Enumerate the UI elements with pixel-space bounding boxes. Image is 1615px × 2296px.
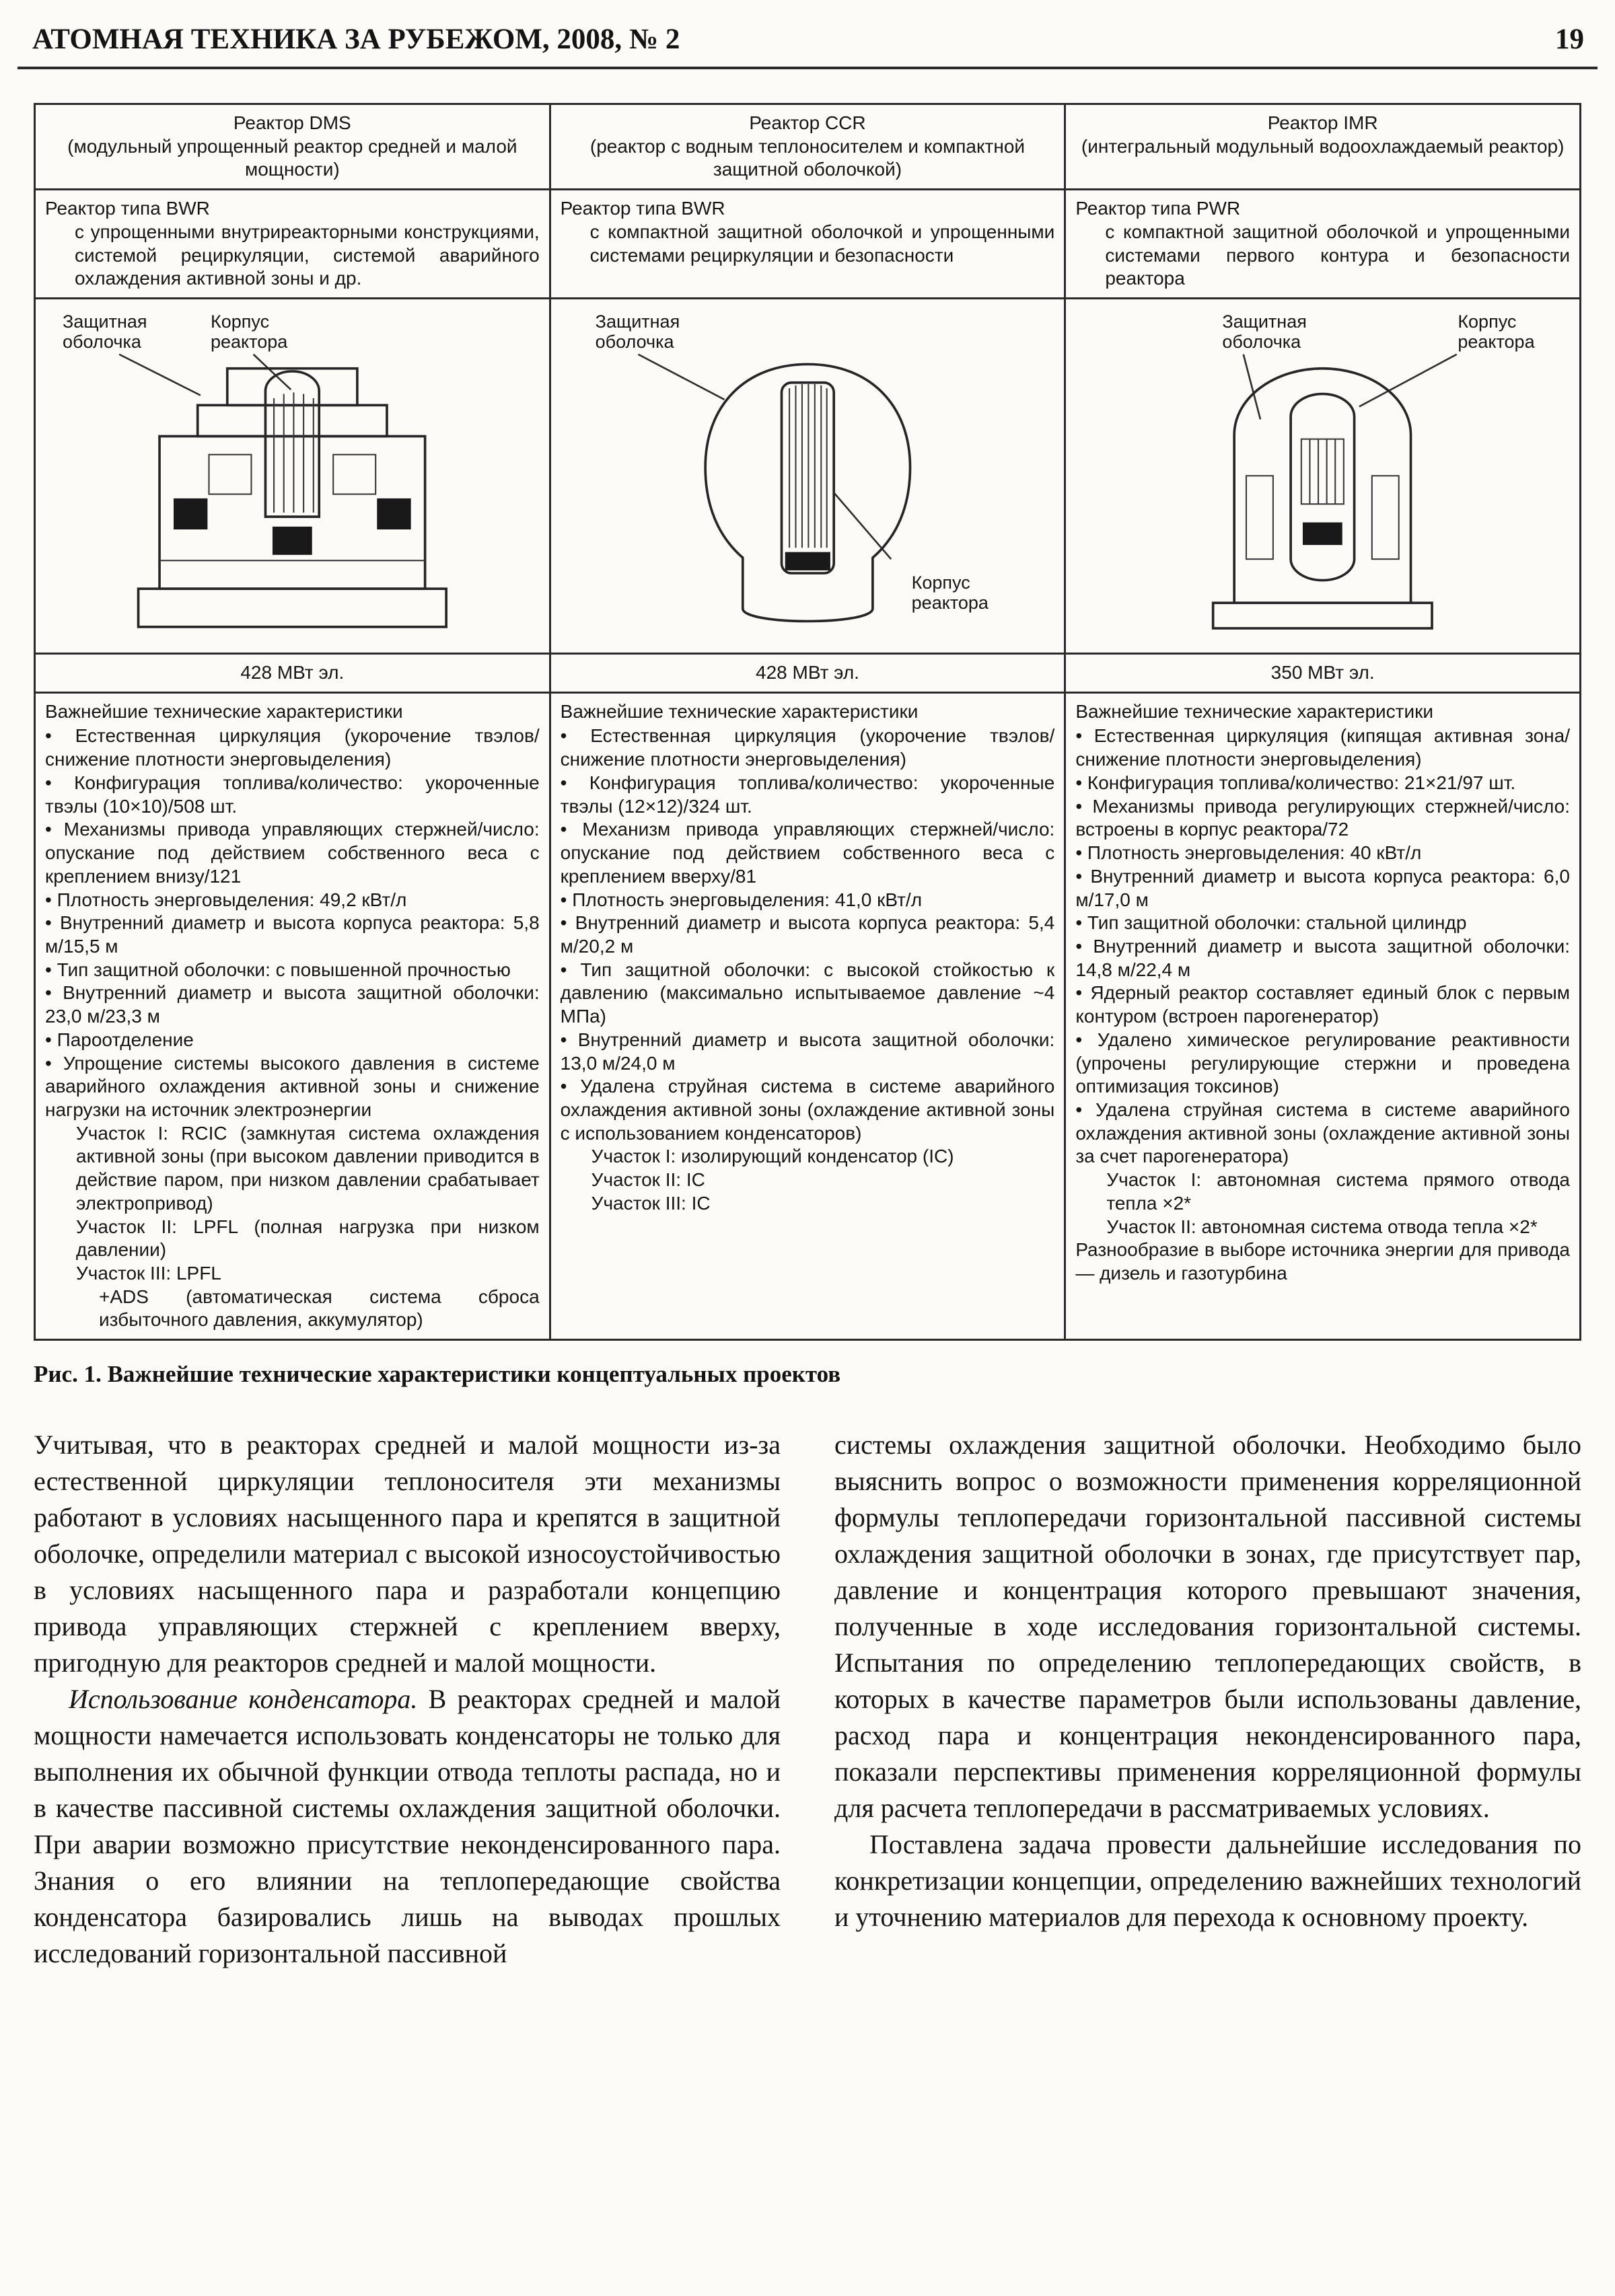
feature-item: • Удалена струйная система в системе аварийного охлаждения активной зоны (охлаждение активной зоны с использованием конденсаторов): [561, 1075, 1055, 1145]
imr-type-cell: [1065, 190, 1581, 299]
feature-item: • Плотность энерговыделения: 41,0 кВт/л: [561, 889, 1055, 912]
feature-item: Участок I: автономная система прямого отвода тепла ×2*: [1106, 1169, 1570, 1214]
feature-item: • Конфигурация топлива/количество: укороченные твэлы (10×10)/508 шт.: [45, 772, 540, 818]
feature-item: Участок II: автономная система отвода тепла ×2*: [1106, 1216, 1538, 1237]
feature-item: • Тип защитной оболочки: с высокой стойкостью к давлению (максимально испытываемое давление ~4 МПа): [561, 959, 1055, 1029]
paragraph: [34, 1681, 781, 1972]
dms-diagram-cell: [35, 299, 550, 654]
reactor-diagram-ccr: [561, 306, 1055, 646]
reactor-type-desc: с упрощенными внутриреакторными конструкциями, системой рециркуляции, системой аварийного охлаждения активной зоны и др.: [75, 221, 540, 289]
feature-item: Участок I: изолирующий конденсатор (IC): [591, 1146, 954, 1167]
table-row-power: [35, 654, 1581, 693]
dms-type-cell: [35, 190, 550, 299]
containment-label: Защитная оболочка: [63, 311, 147, 353]
run-in-heading: Использование конденсатора.: [69, 1684, 418, 1715]
paragraph: системы охлаждения защитной оболочки. Необходимо было выяснить вопрос о возможности применения корреляционной формулы теплопередачи горизонтальной пассивной системы охлаждения защитной оболочки в зонах, где присутствует пар, давление и концентрация которого превышают значения, полученные в ходе исследования горизонтальной системы. Испытания по определению теплопередающих свойств, в которых в качестве параметров были использованы давление, расход пара и концентрация неконденсированного пара, показали перспективы применения корреляционной формулы для расчета теплопередачи в рассматриваемых условиях.: [834, 1430, 1581, 1824]
feature-item: Участок III: IC: [591, 1192, 711, 1214]
reactor-diagram-dms: [45, 306, 540, 646]
reactor-type: Реактор типа PWR: [1075, 198, 1241, 219]
dms-title-cell: [35, 104, 550, 190]
table-row-features: [35, 692, 1581, 1339]
containment-label: Защитная оболочка: [595, 311, 680, 353]
vessel-label: Корпус реактора: [211, 311, 288, 353]
body-column-right: [834, 1427, 1581, 1972]
feature-item: Участок III: LPFL: [76, 1263, 221, 1284]
ccr-type-cell: [550, 190, 1065, 299]
feature-item: Разнообразие в выборе источника энергии для привода — дизель и газотурбина: [1075, 1239, 1570, 1284]
ccr-features-cell: [550, 692, 1065, 1339]
feature-item: • Конфигурация топлива/количество: укороченные твэлы (12×12)/324 шт.: [561, 772, 1055, 818]
reactor-subtitle: (интегральный модульный водоохлаждаемый реактор): [1081, 135, 1565, 157]
feature-item: • Механизмы привода управляющих стержней/число: опускание под действием собственного веса с креплением внизу/121: [45, 818, 540, 888]
imr-title-cell: [1065, 104, 1581, 190]
feature-item: • Естественная циркуляция (укорочение твэлов/снижение плотности энерговыделения): [561, 725, 1055, 771]
features-title: Важнейшие технические характеристики: [1075, 700, 1434, 722]
feature-item: • Механизм привода управляющих стержней/число: опускание под действием собственного веса с креплением вверху/81: [561, 818, 1055, 888]
feature-item: • Ядерный реактор составляет единый блок с первым контуром (встроен парогенератор): [1075, 982, 1570, 1028]
vessel-label: Корпус реактора: [1458, 311, 1535, 353]
features-title: Важнейшие технические характеристики: [560, 700, 919, 722]
paragraph: Поставлена задача провести дальнейшие исследования по конкретизации концепции, определению важнейших технологий и уточнению материалов для перехода к основному проекту.: [834, 1829, 1581, 1933]
table-row-titles: [35, 104, 1581, 190]
body-column-left: [34, 1427, 781, 1972]
figure-caption: Рис. 1. Важнейшие технические характеристики концептуальных проектов: [34, 1361, 841, 1388]
reactor-diagram-imr: [1075, 306, 1570, 646]
imr-power-cell: 350 МВт эл.: [1065, 654, 1581, 693]
reactor-type: Реактор типа BWR: [45, 198, 210, 219]
feature-item: • Удалена струйная система в системе аварийного охлаждения активной зоны (охлаждение активной зоны за счет парогенератора): [1075, 1099, 1570, 1169]
feature-item: Участок II: IC: [591, 1169, 705, 1191]
reactor-schematic-imr: [1075, 344, 1570, 643]
feature-item: • Внутренний диаметр и высота корпуса реактора: 6,0 м/17,0 м: [1075, 865, 1570, 912]
feature-item: • Плотность энерговыделения: 40 кВт/л: [1075, 842, 1570, 865]
containment-label: Защитная оболочка: [1222, 311, 1307, 353]
feature-item: • Внутренний диаметр и высота защитной оболочки: 14,8 м/22,4 м: [1075, 935, 1570, 982]
ccr-diagram-cell: [550, 299, 1065, 654]
feature-item: • Тип защитной оболочки: стальной цилиндр: [1075, 912, 1570, 935]
feature-item: • Плотность энерговыделения: 49,2 кВт/л: [45, 889, 540, 912]
article-body: [34, 1427, 1581, 1972]
feature-item: • Внутренний диаметр и высота корпуса реактора: 5,4 м/20,2 м: [561, 912, 1055, 958]
feature-item: • Удалено химическое регулирование реактивности (упрочены регулирующие стержни и проведена оптимизация токсинов): [1075, 1029, 1570, 1099]
reactor-name: Реактор IMR: [1267, 112, 1378, 133]
feature-item: • Конфигурация топлива/количество: 21×21/97 шт.: [1075, 772, 1570, 795]
feature-item: • Внутренний диаметр и высота защитной оболочки: 13,0 м/24,0 м: [561, 1029, 1055, 1075]
feature-item: • Тип защитной оболочки: с повышенной прочностью: [45, 959, 540, 982]
running-head: [17, 16, 1598, 69]
feature-item: +ADS (автоматическая система сброса избыточного давления, аккумулятор): [99, 1286, 540, 1331]
features-list: [561, 725, 1055, 1215]
ccr-power-cell: 428 МВт эл.: [550, 654, 1065, 693]
feature-item: • Естественная циркуляция (кипящая активная зона/снижение плотности энерговыделения): [1075, 725, 1570, 771]
feature-item: • Механизмы привода регулирующих стержней/число: встроены в корпус реактора/72: [1075, 795, 1570, 842]
feature-item: • Упрощение системы высокого давления в системе аварийного охлаждения активной зоны и снижение нагрузки на источник электроэнергии: [45, 1052, 540, 1122]
features-list: [1075, 725, 1570, 1285]
reactor-subtitle: (реактор с водным теплоносителем и компактной защитной оболочкой): [589, 135, 1026, 180]
journal-title: АТОМНАЯ ТЕХНИКА ЗА РУБЕЖОМ, 2008, № 2: [32, 24, 680, 55]
paragraph-text: В реакторах средней и малой мощности намечается использовать конденсаторы не только для выполнения их обычной функции отвода теплоты распада, но и в качестве пассивной системы охлаждения защитной оболочки. При аварии возможно присутствие неконденсированного пара. Знания о его влиянии на теплопередающие свойства конденсатора базировались лишь на выводах прошлых исследований горизонтальной пассивной: [34, 1684, 781, 1969]
table-row-types: [35, 190, 1581, 299]
reactor-schematic-dms: [45, 344, 540, 643]
features-list: [45, 725, 540, 1332]
reactor-type-desc: с компактной защитной оболочкой и упрощенными системами первого контура и безопасности реактора: [1105, 221, 1570, 289]
imr-features-cell: [1065, 692, 1581, 1339]
features-title: Важнейшие технические характеристики: [45, 700, 403, 722]
feature-item: Участок II: LPFL (полная нагрузка при низком давлении): [76, 1216, 540, 1261]
feature-item: Участок I: RCIC (замкнутая система охлаждения активной зоны (при высоком давлении приводится в действие паром, при низком давлении срабатывает электропривод): [76, 1122, 540, 1214]
vessel-label: Корпус реактора: [911, 572, 989, 614]
reactor-name: Реактор DMS: [233, 112, 351, 133]
table-row-diagrams: [35, 299, 1581, 654]
feature-item: • Естественная циркуляция (укорочение твэлов/снижение плотности энерговыделения): [45, 725, 540, 771]
dms-features-cell: [35, 692, 550, 1339]
reactor-comparison-table: [34, 103, 1581, 1341]
imr-diagram-cell: [1065, 299, 1581, 654]
feature-item: • Внутренний диаметр и высота корпуса реактора: 5,8 м/15,5 м: [45, 912, 540, 958]
feature-item: • Внутренний диаметр и высота защитной оболочки: 23,0 м/23,3 м: [45, 982, 540, 1028]
reactor-name: Реактор CCR: [749, 112, 866, 133]
feature-item: • Пароотделение: [45, 1029, 540, 1052]
ccr-title-cell: [550, 104, 1065, 190]
reactor-type: Реактор типа BWR: [560, 198, 725, 219]
dms-power-cell: 428 МВт эл.: [35, 654, 550, 693]
page-number: 19: [1555, 24, 1584, 55]
reactor-subtitle: (модульный упрощенный реактор средней и малой мощности): [67, 135, 517, 180]
paragraph: Учитывая, что в реакторах средней и малой мощности из-за естественной циркуляции теплоносителя эти механизмы работают в условиях насыщенного пара и крепятся в защитной оболочке, определили материал с высокой износоустойчивостью в условиях насыщенного пара и разработали концепцию привода управляющих стержней с креплением вверху, пригодную для реакторов средней и малой мощности.: [34, 1430, 781, 1678]
reactor-type-desc: с компактной защитной оболочкой и упрощенными системами рециркуляции и безопасности: [589, 221, 1055, 266]
